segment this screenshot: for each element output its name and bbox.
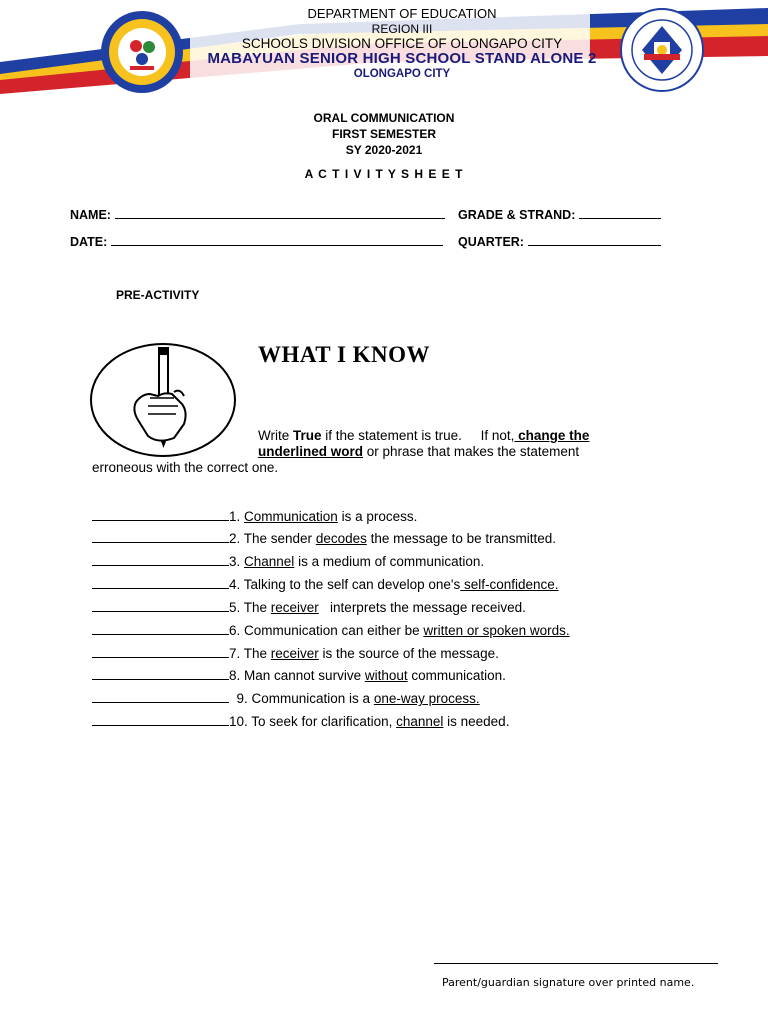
grade-line[interactable] — [579, 206, 661, 219]
signature-label: Parent/guardian signature over printed name. — [442, 976, 695, 989]
name-label: NAME: — [70, 208, 111, 222]
quarter-line[interactable] — [528, 233, 661, 246]
instr-true: True — [293, 428, 322, 443]
header-department: DEPARTMENT OF EDUCATION — [307, 6, 497, 21]
pre-activity-label: PRE-ACTIVITY — [116, 288, 200, 302]
name-line[interactable] — [115, 206, 445, 219]
school-year: SY 2020-2021 — [345, 143, 423, 157]
answer-blank[interactable] — [92, 688, 229, 703]
grade-field[interactable] — [458, 206, 661, 222]
header-division: SCHOOLS DIVISION OFFICE OF OLONGAPO CITY — [241, 36, 563, 51]
what-i-know-heading: WHAT I KNOW — [258, 342, 431, 367]
quarter-field[interactable] — [458, 233, 661, 249]
instructions-line3: erroneous with the correct one. — [92, 460, 279, 475]
signature-line[interactable] — [434, 963, 718, 964]
grade-label: GRADE & STRAND: — [458, 208, 576, 222]
answer-blank[interactable] — [92, 528, 229, 543]
header-city: OLONGAPO CITY — [353, 68, 451, 80]
header-school: MABAYUAN SENIOR HIGH SCHOOL STAND ALONE 2 — [207, 50, 597, 67]
instructions-line1 — [258, 428, 589, 443]
instr-text-2: if the statement is true. If not, — [321, 428, 515, 443]
date-label: DATE: — [70, 235, 108, 249]
answer-blank[interactable] — [92, 506, 229, 521]
answer-blank[interactable] — [92, 551, 229, 566]
answer-blank[interactable] — [92, 665, 229, 680]
list-item: 10. To seek for clarification, channel is needed. — [92, 711, 509, 729]
answer-blank[interactable] — [92, 597, 229, 612]
semester-title: FIRST SEMESTER — [331, 127, 436, 141]
instr-text-1: Write — [258, 428, 294, 443]
list-item: 2. The sender decodes the message to be transmitted. — [92, 528, 556, 546]
subject-title: ORAL COMMUNICATION — [313, 111, 455, 125]
list-item: 7. The receiver is the source of the message. — [92, 643, 499, 661]
answer-blank[interactable] — [92, 620, 229, 635]
header-region: REGION III — [371, 22, 433, 36]
activity-sheet-title: A C T I V I T Y S H E E T — [304, 167, 464, 181]
instr-text-3: or phrase that makes the statement — [363, 444, 580, 459]
hand-pencil-icon — [88, 340, 238, 460]
instructions-line2 — [258, 444, 579, 459]
instr-change: change the — [514, 428, 590, 443]
answer-blank[interactable] — [92, 711, 229, 726]
list-item: 5. The receiver interprets the message received. — [92, 597, 526, 615]
answer-blank[interactable] — [92, 643, 229, 658]
list-item: 4. Talking to the self can develop one's self-confidence. — [92, 574, 559, 592]
answer-blank[interactable] — [92, 574, 229, 589]
date-line[interactable] — [111, 233, 443, 246]
list-item: 6. Communication can either be written or spoken words. — [92, 620, 570, 638]
name-field[interactable] — [70, 206, 445, 222]
list-item: 9. Communication is a one-way process. — [92, 688, 480, 706]
list-item: 1. Communication is a process. — [92, 506, 417, 524]
list-item: 8. Man cannot survive without communication. — [92, 665, 506, 683]
instr-underlined-word: underlined word — [258, 444, 364, 459]
quarter-label: QUARTER: — [458, 235, 524, 249]
list-item: 3. Channel is a medium of communication. — [92, 551, 484, 569]
date-field[interactable] — [70, 233, 443, 249]
